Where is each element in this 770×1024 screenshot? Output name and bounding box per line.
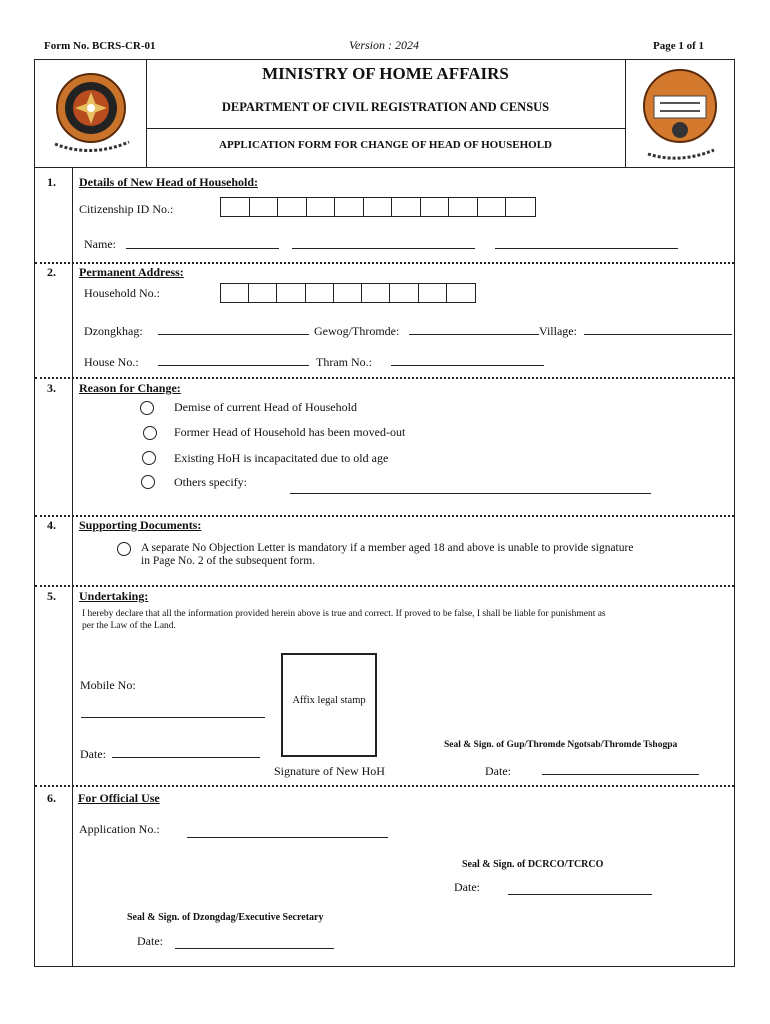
household-input-boxes[interactable] <box>220 283 476 303</box>
form-number: Form No. BCRS-CR-01 <box>44 40 156 52</box>
section-2-number: 2. <box>47 265 56 279</box>
section-4-title: Supporting Documents: <box>79 518 202 532</box>
reason-incapacitated-radio[interactable] <box>142 451 156 465</box>
gup-date-field[interactable] <box>542 774 699 775</box>
house-number-field[interactable] <box>158 365 309 366</box>
last-name-field[interactable] <box>495 248 678 249</box>
village-label: Village: <box>539 324 577 338</box>
section-6-title: For Official Use <box>78 791 160 805</box>
section-3-title: Reason for Change: <box>79 381 181 395</box>
form-version: Version : 2024 <box>349 38 419 52</box>
reason-others-radio[interactable] <box>141 475 155 489</box>
reason-moved-out-radio[interactable] <box>143 426 157 440</box>
application-number-label: Application No.: <box>79 822 160 836</box>
thram-field[interactable] <box>391 365 544 366</box>
section-2-title: Permanent Address: <box>79 265 184 279</box>
first-name-field[interactable] <box>126 248 279 249</box>
dzongkhag-field[interactable] <box>158 334 309 335</box>
undertaking-date-field[interactable] <box>112 757 260 758</box>
gewog-field[interactable] <box>409 334 539 335</box>
signature-new-hoh-label: Signature of New HoH <box>274 764 385 778</box>
section-6-number: 6. <box>47 791 56 805</box>
legal-stamp-label: Affix legal stamp <box>292 695 366 706</box>
section-1-number: 1. <box>47 175 56 189</box>
dcrco-date-label: Date: <box>454 880 480 894</box>
reason-demise-radio[interactable] <box>140 401 154 415</box>
dzongdag-seal-label: Seal & Sign. of Dzongdag/Executive Secretary <box>127 912 324 923</box>
name-label: Name: <box>84 237 116 251</box>
middle-name-field[interactable] <box>292 248 475 249</box>
no-objection-letter-radio[interactable] <box>117 542 131 556</box>
application-number-field[interactable] <box>187 837 388 838</box>
house-number-label: House No.: <box>84 355 139 369</box>
supporting-docs-line1: A separate No Objection Letter is mandatory if a member aged 18 and above is unable to provide signature <box>141 542 634 554</box>
dcrco-date-field[interactable] <box>508 894 652 895</box>
declaration-line1: I hereby declare that all the information provided herein above is true and correct. If proved to be false, I shall be liable for punishment as <box>82 609 606 619</box>
supporting-docs-line2: in Page No. 2 of the subsequent form. <box>141 555 316 567</box>
gup-date-label: Date: <box>485 764 511 778</box>
section-1-title: Details of New Head of Household: <box>79 175 258 189</box>
gewog-label: Gewog/Thromde: <box>314 324 400 338</box>
declaration-line2: per the Law of the Land. <box>82 621 176 631</box>
emblem-of-bhutan-icon <box>45 66 139 160</box>
section-4-number: 4. <box>47 518 56 532</box>
undertaking-date-label: Date: <box>80 747 106 761</box>
dcrco-seal-label: Seal & Sign. of DCRCO/TCRCO <box>462 859 604 870</box>
reason-moved-out-label: Former Head of Household has been moved-out <box>174 425 406 439</box>
cid-input-boxes[interactable] <box>220 197 536 217</box>
cid-label: Citizenship ID No.: <box>79 202 174 216</box>
gup-seal-label: Seal & Sign. of Gup/Thromde Ngotsab/Thromde Tshogpa <box>444 740 678 750</box>
thram-label: Thram No.: <box>316 355 372 369</box>
mobile-field[interactable] <box>81 717 265 718</box>
mobile-label: Mobile No: <box>80 678 136 692</box>
dcrc-seal-icon <box>630 66 730 164</box>
section-5-title: Undertaking: <box>79 589 149 603</box>
dzongdag-date-label: Date: <box>137 934 163 948</box>
household-label: Household No.: <box>84 286 160 300</box>
reason-others-label: Others specify: <box>174 475 247 489</box>
village-field[interactable] <box>584 334 732 335</box>
form-title: APPLICATION FORM FOR CHANGE OF HEAD OF HOUSEHOLD <box>219 139 552 151</box>
department-title: DEPARTMENT OF CIVIL REGISTRATION AND CENSUS <box>221 100 550 114</box>
reason-demise-label: Demise of current Head of Household <box>174 400 357 414</box>
reason-others-field[interactable] <box>290 493 651 494</box>
reason-incapacitated-label: Existing HoH is incapacitated due to old age <box>174 451 389 465</box>
page-number: Page 1 of 1 <box>653 40 705 52</box>
section-5-number: 5. <box>47 589 56 603</box>
dzongkhag-label: Dzongkhag: <box>84 324 143 338</box>
dzongdag-date-field[interactable] <box>175 948 334 949</box>
section-3-number: 3. <box>47 381 56 395</box>
ministry-title: MINISTRY OF HOME AFFAIRS <box>262 64 509 83</box>
